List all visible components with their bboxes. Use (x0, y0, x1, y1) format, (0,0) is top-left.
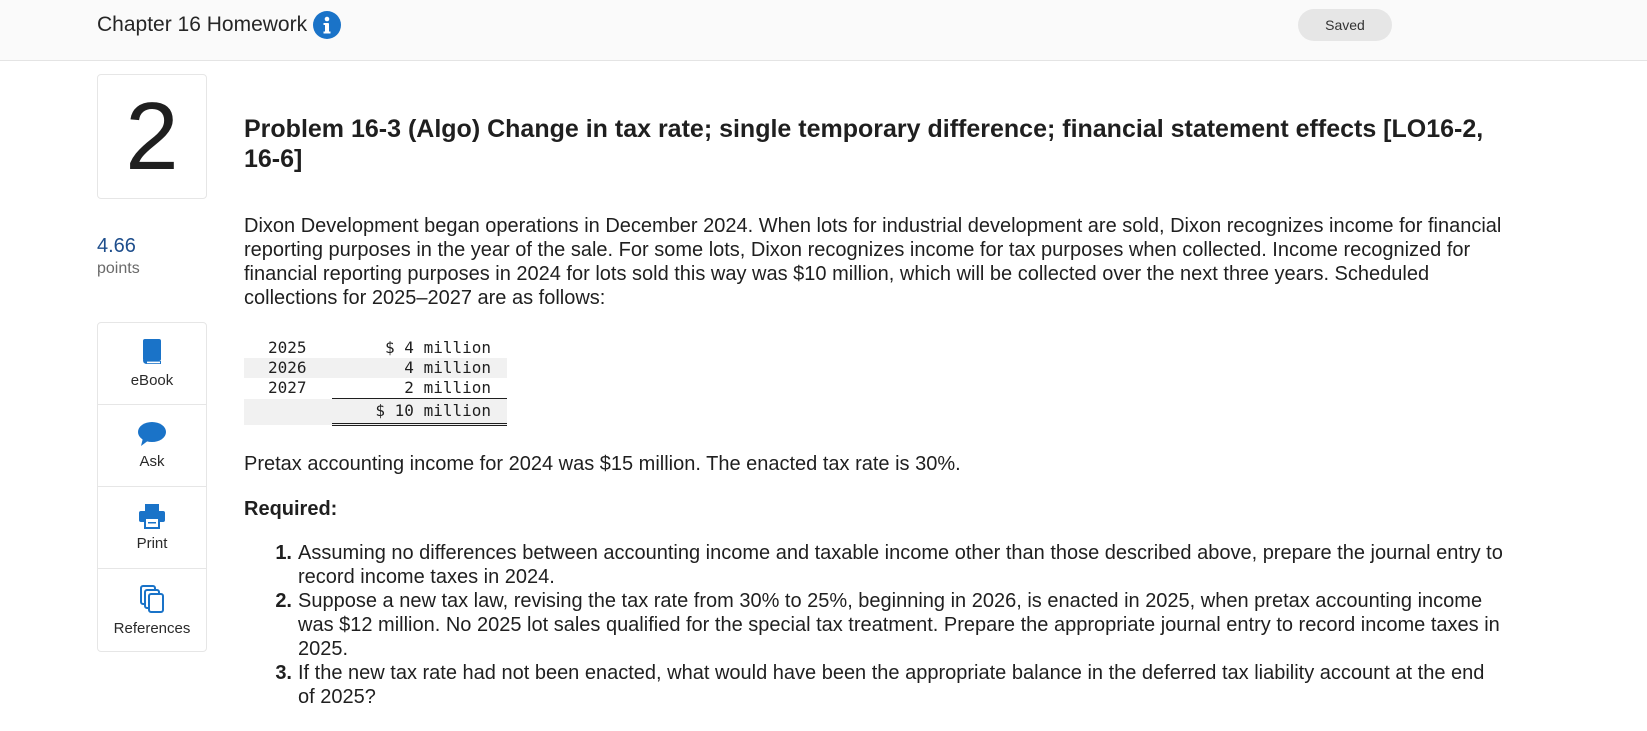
problem-intro: Dixon Development began operations in December 2024. When lots for industrial development are sold, Dixon recognizes income for financial reporting purposes in the year of the sale. For some lots, Dixon recognizes income for tax purposes when collected. Income recognized for financial reporting purposes in 2024 for lots sold this way was $10 million, which will be collected over the next three years. Scheduled collections for 2025–2027 are as follows: (244, 215, 1502, 309)
pretax-statement: Pretax accounting income for 2024 was $15 million. The enacted tax rate is 30%. (244, 453, 961, 475)
saved-status-badge: Saved (1298, 9, 1392, 41)
documents-icon (139, 584, 165, 614)
ebook-label: eBook (130, 372, 174, 389)
requirements-list (244, 541, 1504, 709)
ask-label: Ask (139, 453, 165, 470)
question-tools (97, 322, 207, 652)
references-label: References (113, 619, 191, 637)
points-label: points (97, 260, 140, 277)
requirement-item (244, 661, 1504, 709)
requirement-number: 3. (275, 662, 292, 684)
problem-content (244, 114, 1504, 709)
schedule-amount: 2 million (332, 378, 507, 399)
points-value: 4.66 (97, 235, 136, 257)
collections-schedule (244, 338, 507, 426)
problem-title: Problem 16-3 (Algo) Change in tax rate; single temporary difference; financial statement effects [LO16-2, 16-6] (244, 115, 1484, 173)
schedule-row (244, 358, 507, 378)
schedule-year: 2027 (268, 378, 307, 398)
required-heading: Required: (244, 498, 338, 520)
requirement-number: 1. (275, 542, 292, 564)
schedule-year: 2025 (268, 338, 307, 357)
book-icon (140, 338, 164, 366)
schedule-amount: $ 4 million (385, 338, 491, 357)
schedule-row (244, 338, 507, 358)
references-button[interactable] (98, 569, 206, 651)
schedule-total-row (244, 399, 507, 425)
requirement-text: If the new tax rate had not been enacted, what would have been the appropriate balance in the deferred tax liability account at the end of 2025? (298, 662, 1485, 708)
schedule-total: $ 10 million (332, 399, 507, 425)
question-number: 2 (97, 74, 207, 199)
requirement-item (244, 541, 1504, 589)
print-label: Print (136, 535, 168, 552)
printer-icon (138, 503, 166, 529)
ebook-button[interactable] (98, 323, 206, 405)
requirement-text: Suppose a new tax law, revising the tax rate from 30% to 25%, beginning in 2026, is enacted in 2025, when pretax accounting income was $12 million. No 2025 lot sales qualified for the special tax treatment. Prepare the appropriate journal entry to record income taxes in 2025. (298, 590, 1500, 660)
top-bar (0, 0, 1647, 61)
schedule-row (244, 378, 507, 399)
requirement-text: Assuming no differences between accounting income and taxable income other than those described above, prepare the journal entry to record income taxes in 2024. (298, 542, 1503, 588)
requirement-number: 2. (275, 590, 292, 612)
ask-button[interactable] (98, 405, 206, 487)
info-icon[interactable] (313, 11, 341, 39)
requirement-item (244, 589, 1504, 661)
schedule-year: 2026 (244, 358, 332, 378)
assignment-title: Chapter 16 Homework (97, 13, 308, 36)
print-button[interactable] (98, 487, 206, 569)
chat-bubble-icon (137, 421, 167, 447)
schedule-amount: 4 million (332, 358, 507, 378)
